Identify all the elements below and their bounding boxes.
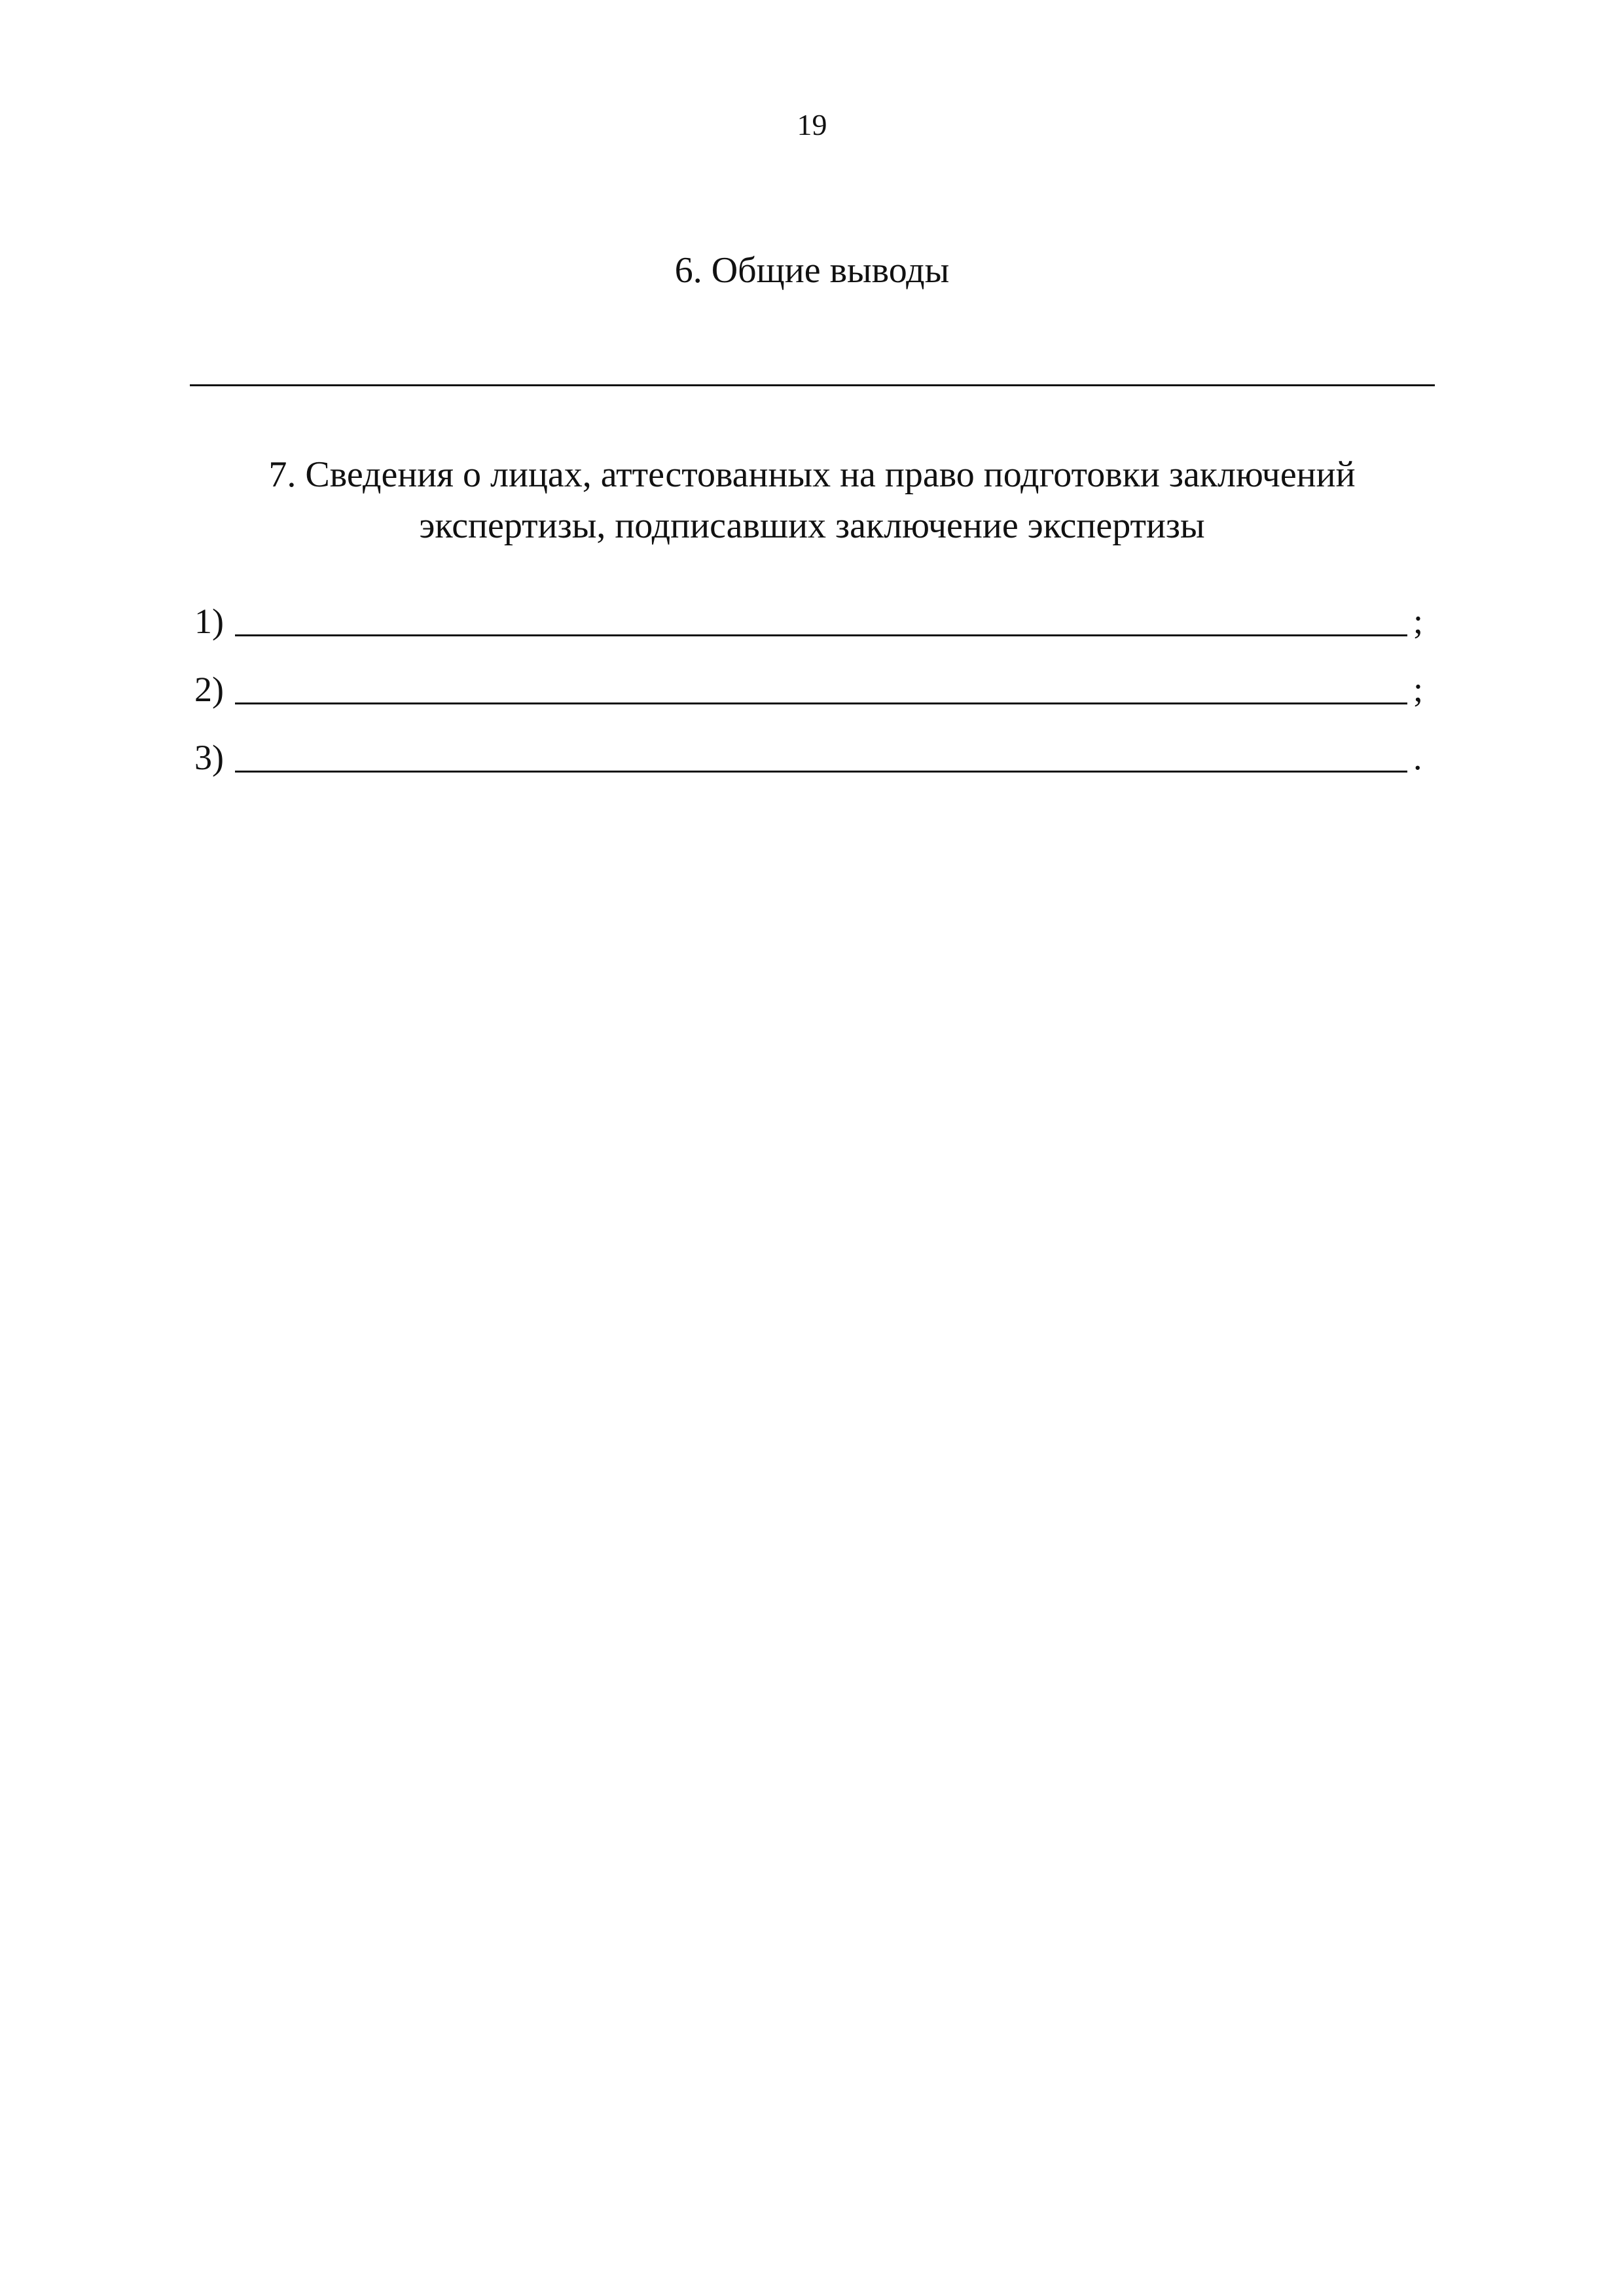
section-6-heading: 6. Общие выводы [674,250,950,291]
signer-terminator: ; [1413,602,1424,641]
section-7-heading [0,449,1624,551]
signer-terminator: ; [1413,670,1424,709]
signer-blank-line [235,702,1407,704]
signer-terminator: . [1413,738,1422,777]
signer-row-2 [194,661,1430,707]
signer-row-3 [194,729,1430,775]
signer-number: 3) [194,738,224,777]
signer-number: 2) [194,670,224,709]
section-7-heading-line-1: 7. Сведения о лицах, аттестованных на право подготовки заключений [268,454,1356,495]
conclusions-fill-line [190,384,1435,386]
signer-number: 1) [194,602,224,641]
section-7-heading-line-2: экспертизы, подписавших заключение экспертизы [419,505,1205,546]
signer-blank-line [235,771,1407,773]
signer-blank-line [235,634,1407,636]
signer-row-1 [194,593,1430,639]
page-number: 19 [797,108,827,141]
